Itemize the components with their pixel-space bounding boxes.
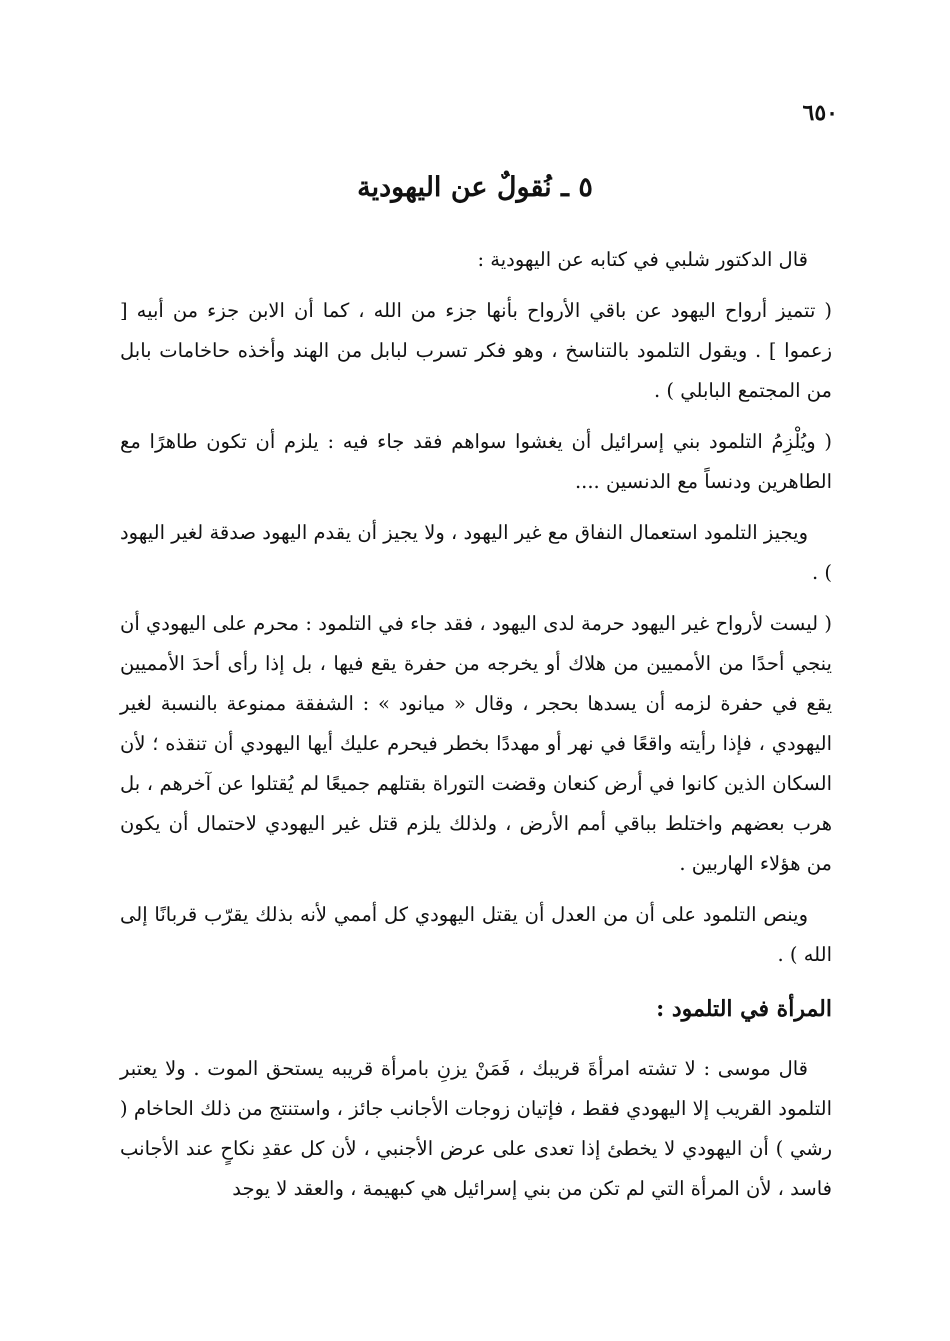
paragraph-3: ( ويُلْزِمُ التلمود بني إسرائيل أن يغشوا سواهم فقد جاء فيه : يلزم أن تكون طاهرًا مع الطاهرين ودنساً مع الدنسين .... [120,430,832,493]
section-paragraph: قال موسى : لا تشته امرأةَ قريبك ، فَمَنْ يزنِ بامرأة قريبه يستحق الموت . ولا يعتبر التلمود القريب إلا اليهودي فقط ، فإتيان زوجات الأجانب جائز ، واستنتج من ذلك الحاخام ( رشي ) أن اليهودي لا يخطئ إذا تعدى على عرض الأجنبي ، لأن كل عقدِ نكاحٍ عند الأجانب فاسد ، لأن المرأة التي لم تكن من بني إسرائيل هي كبهيمة ، والعقد لا يوجد [120,1057,832,1200]
body-text [120,240,832,1220]
paragraph-2: ( تتميز أرواح اليهود عن باقي الأرواح بأنها جزء من الله ، كما أن الابن جزء من أبيه [ زعموا ] . ويقول التلمود بالتناسخ ، وهو فكر تسرب لبابل من الهند وأخذه حاخامات بابل من المجتمع البابلي ) . [120,299,832,402]
paragraph-1: قال الدكتور شلبي في كتابه عن اليهودية : [477,248,808,271]
paragraph-4: ويجيز التلمود استعمال النفاق مع غير اليهود ، ولا يجيز أن يقدم اليهود صدقة لغير اليهود ) . [120,521,832,584]
page-number: ٦٥٠ [802,100,838,126]
section-heading: المرأة في التلمود : [656,996,832,1022]
paragraph-6: وينص التلمود على أن من العدل أن يقتل اليهودي كل أممي لأنه بذلك يقرّب قربانًا إلى الله ) . [120,903,832,966]
paragraph-5: ( ليست لأرواح غير اليهود حرمة لدى اليهود ، فقد جاء في التلمود : محرم على اليهودي أن ينجي أحدًا من الأمميين من هلاك أو يخرجه من حفرة يقع فيها ، بل إذا رأى أحدَ الأمميين يقع في حفرة لزمه أن يسدها بحجر ، وقال « ميانود » : الشفقة ممنوعة بالنسبة لغير اليهودي ، فإذا رأيته واقعًا في نهر أو مهددًا بخطر فيحرم عليك أيها اليهودي أن تنقذه ؛ لأن السكان الذين كانوا في أرض كنعان وقضت التوراة بقتلهم جميعًا لم يُقتلوا عن آخرهم ، بل هرب بعضهم واختلط بباقي أمم الأرض ، ولذلك يلزم قتل غير اليهودي لاحتمال أن يكون من هؤلاء الهاربين . [120,612,832,875]
chapter-title: ٥ ـ نُقولٌ عن اليهودية [357,172,593,203]
